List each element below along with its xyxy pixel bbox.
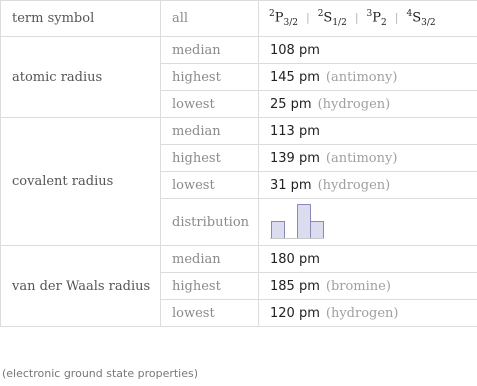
stat-value: 31 pm (hydrogen) bbox=[259, 172, 477, 199]
term-separator: | bbox=[394, 11, 399, 25]
term-separator: | bbox=[305, 11, 310, 25]
stat-value: 120 pm (hydrogen) bbox=[259, 300, 477, 327]
stat-value: 145 pm (antimony) bbox=[259, 64, 477, 91]
property-atomic-radius: atomic radius bbox=[1, 37, 161, 118]
property-van-der-waals-radius: van der Waals radius bbox=[1, 246, 161, 327]
header-term-symbol: term symbol bbox=[1, 1, 161, 37]
table-row bbox=[1, 37, 477, 64]
stat-label: distribution bbox=[161, 199, 259, 246]
stat-value: 180 pm bbox=[259, 246, 477, 273]
distribution-cell bbox=[259, 199, 477, 246]
stat-label: lowest bbox=[161, 300, 259, 327]
stat-label: median bbox=[161, 37, 259, 64]
stat-value: 25 pm (hydrogen) bbox=[259, 91, 477, 118]
stat-label: lowest bbox=[161, 91, 259, 118]
header-row bbox=[1, 1, 477, 37]
property-covalent-radius: covalent radius bbox=[1, 118, 161, 246]
term-separator: | bbox=[354, 11, 359, 25]
element-note: (bromine) bbox=[325, 278, 391, 294]
element-note: (hydrogen) bbox=[317, 96, 391, 112]
element-note: (antimony) bbox=[325, 150, 398, 166]
stat-value: 108 pm bbox=[259, 37, 477, 64]
element-note: (hydrogen) bbox=[325, 305, 399, 321]
stat-value: 113 pm bbox=[259, 118, 477, 145]
stat-label: median bbox=[161, 246, 259, 273]
distribution-histogram bbox=[270, 199, 360, 245]
histogram-bar bbox=[311, 222, 324, 239]
stat-label: highest bbox=[161, 64, 259, 91]
table-row bbox=[1, 246, 477, 273]
footnote: (electronic ground state properties) bbox=[2, 367, 199, 380]
header-term-symbols bbox=[259, 1, 477, 37]
stat-label: lowest bbox=[161, 172, 259, 199]
header-all: all bbox=[161, 1, 259, 37]
stat-value: 185 pm (bromine) bbox=[259, 273, 477, 300]
term-symbol: $^2S_{1/2}$ bbox=[317, 9, 347, 28]
term-symbol: $^2P_{3/2}$ bbox=[269, 9, 298, 28]
term-symbol: $^3P_2$ bbox=[366, 9, 387, 28]
element-note: (antimony) bbox=[325, 69, 398, 85]
term-symbol: $^4S_{3/2}$ bbox=[406, 9, 436, 28]
element-note: (hydrogen) bbox=[317, 177, 391, 193]
table-row bbox=[1, 118, 477, 145]
histogram-bar bbox=[298, 205, 311, 239]
stat-label: highest bbox=[161, 273, 259, 300]
stat-label: highest bbox=[161, 145, 259, 172]
stat-label: median bbox=[161, 118, 259, 145]
stat-value: 139 pm (antimony) bbox=[259, 145, 477, 172]
histogram-bar bbox=[272, 222, 285, 239]
